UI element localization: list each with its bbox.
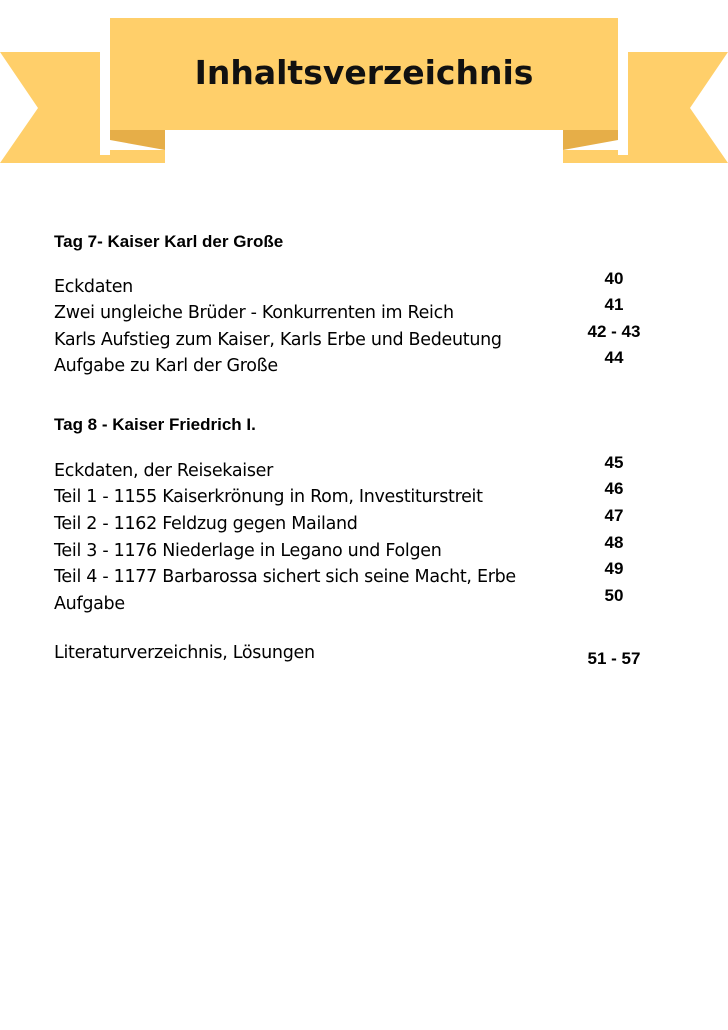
toc-entry-page: 48 (604, 533, 624, 552)
toc-entry-page: 49 (604, 559, 624, 578)
toc-entry-label: Aufgabe zu Karl der Große (54, 356, 278, 376)
toc-entry-label: Eckdaten (54, 277, 133, 297)
toc-entry (54, 295, 654, 326)
toc-entry-label: Teil 2 - 1162 Feldzug gegen Mailand (54, 514, 358, 534)
section-title-tag-7: Tag 7- Kaiser Karl der Große (54, 232, 284, 251)
toc-entry (54, 533, 654, 564)
section-title-tag-8: Tag 8 - Kaiser Friedrich I. (54, 415, 256, 434)
banner-fold-right (563, 130, 618, 150)
toc-entry (54, 348, 654, 379)
toc-entry-label: Eckdaten, der Reisekaiser (54, 461, 274, 481)
toc-entry-label: Karls Aufstieg zum Kaiser, Karls Erbe und Bedeutung (54, 330, 502, 350)
toc-entry (54, 322, 654, 353)
toc-entry (54, 506, 654, 537)
toc-entry-page: 45 (604, 453, 624, 472)
toc-entry-label: Literaturverzeichnis, Lösungen (54, 643, 315, 663)
toc-entry-page: 40 (604, 269, 624, 288)
toc-entry-label: Aufgabe (54, 594, 125, 614)
toc-entry-label: Teil 3 - 1176 Niederlage in Legano und Folgen (54, 541, 442, 561)
toc-entry-label: Teil 1 - 1155 Kaiserkrönung in Rom, Investiturstreit (54, 487, 483, 507)
toc-entry-page: 41 (604, 295, 624, 314)
toc-entry-page: 50 (604, 586, 624, 605)
toc-entry-label: Zwei ungleiche Brüder - Konkurrenten im Reich (54, 303, 454, 323)
toc-entry (54, 586, 654, 617)
toc-entry (54, 559, 654, 590)
toc-entry-page: 47 (604, 506, 624, 525)
toc-entry-appendix (54, 640, 654, 666)
toc-entry-page: 44 (604, 348, 624, 367)
toc-entry (54, 479, 654, 510)
toc-entry (54, 453, 654, 484)
toc-entry-label: Teil 4 - 1177 Barbarossa sichert sich seine Macht, Erbe (54, 567, 516, 587)
banner-fold-left (110, 130, 165, 150)
toc-entry-page: 42 - 43 (587, 322, 641, 341)
toc-entry-page: 46 (604, 479, 624, 498)
toc-entry (54, 269, 654, 300)
page-title: Inhaltsverzeichnis (194, 53, 534, 92)
toc-entry-page: 51 - 57 (587, 649, 641, 668)
